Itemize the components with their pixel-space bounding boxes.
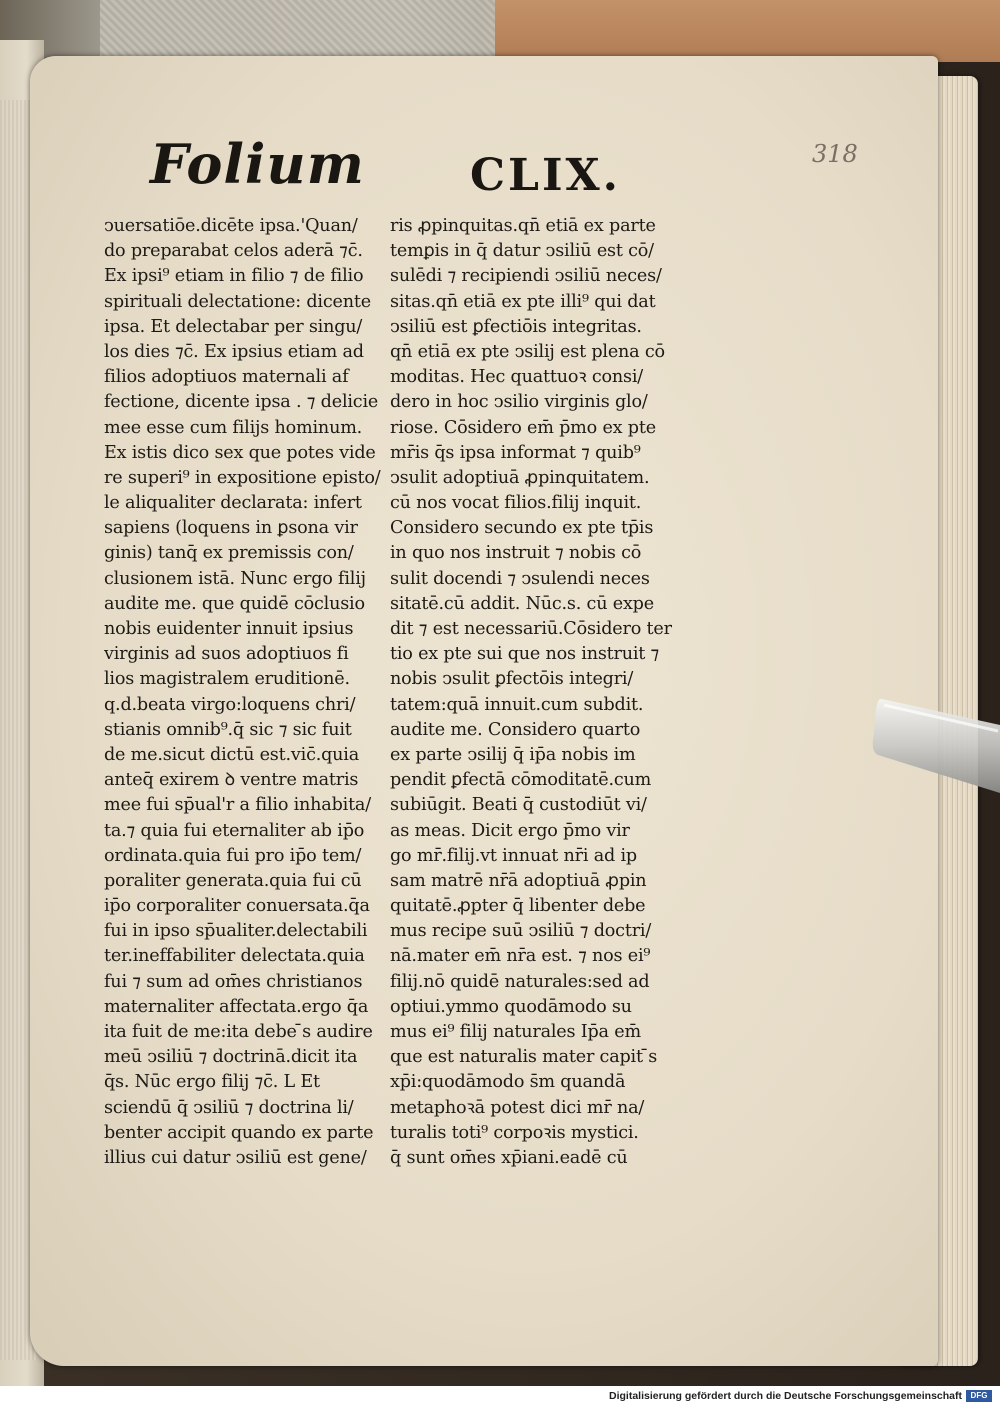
running-head-folium: Folium [150, 132, 365, 196]
text-line: ipsa. Et delectabar per singu/ [104, 316, 363, 337]
text-line: q̄ sunt om̄es xp̄iani.eadē cū [390, 1147, 628, 1168]
text-line: illius cui datur ↄsiliū est gene/ [104, 1147, 367, 1168]
text-line: que est naturalis mater capit ̄s [390, 1047, 658, 1068]
text-line: nobis euidenter innuit ipsius [104, 619, 354, 639]
text-line: lios magistralem eruditionē. [104, 669, 350, 690]
text-line: subiūgit. Beati q̄ custodiūt vi/ [390, 795, 647, 816]
text-line: poraliter generata.quia fui cū [104, 870, 362, 891]
text-line: ↄsulit adoptiuā ꝓpinquitatem. [390, 467, 650, 488]
text-line: nobis ↄsulit ꝑfectōis integri/ [390, 669, 634, 690]
text-line: tatem:quā innuit.cum subdit. [390, 694, 644, 715]
text-line: fectione, dicente ipsa . ⁊ delicie [104, 392, 379, 413]
text-line: spirituali delectatione: dicente [104, 291, 371, 312]
text-line: q.d.beata virgo:loquens chri/ [104, 694, 356, 715]
text-line: go mr̄.filij.vt innuat nr̄i ad ip [390, 845, 637, 866]
text-line: sulēdi ⁊ recipiendi ↄsiliū neces/ [390, 266, 662, 287]
footer-credit: Digitalisierung gefördert durch die Deutsche Forschungsgemeinschaft [609, 1390, 962, 1402]
text-line: mus ei⁹ filij naturales Ip̄a em̄ [390, 1022, 641, 1042]
text-line: virginis ad suos adoptiuos fi [104, 644, 349, 665]
text-line: turalis toti⁹ corpoꝛis mystici. [390, 1122, 639, 1143]
text-line: quitatē.ꝓpter q̄ libenter debe [390, 896, 646, 917]
text-line: ta.⁊ quia fui eternaliter ab ip̄o [104, 820, 365, 841]
text-line: q̄s. Nūc ergo filij ⁊c̄. L Et [104, 1072, 320, 1093]
text-line: Considero secundo ex pte tp̄is [390, 518, 654, 539]
text-line: moditas. Hec quattuoꝛ consi/ [390, 367, 643, 388]
text-line: le aliqualiter declarata: infert [104, 493, 362, 514]
text-line: ↄsiliū est ꝑfectiōis integritas. [390, 316, 642, 337]
text-line: de me.sicut dictū est.vic̄.quia [104, 744, 360, 765]
text-line: benter accipit quando ex parte [104, 1122, 374, 1143]
text-line: stianis omnib⁹.q̄ sic ⁊ sic fuit [104, 719, 352, 740]
footer-bar [0, 1386, 1000, 1406]
book-cover [495, 0, 1000, 62]
text-line: as meas. Dicit ergo p̄mo vir [390, 820, 630, 841]
text-line: riose. Cōsidero em̄ p̄mo ex pte [390, 417, 656, 438]
text-line: fui ⁊ sum ad om̄es christianos [104, 971, 363, 992]
text-line: los dies ⁊c̄. Ex ipsius etiam ad [104, 341, 364, 362]
text-line: Ex ipsi⁹ etiam in filio ⁊ de filio [104, 266, 364, 287]
text-line: sitatē.cū addit. Nūc.s. cū expe [390, 593, 654, 614]
bookmark-clip-icon [872, 693, 1000, 793]
text-line: cū nos vocat filios.filij inquit. [390, 493, 642, 514]
paper-strip [100, 0, 495, 58]
text-line: maternaliter affectata.ergo q̄a [104, 996, 369, 1017]
text-line: ex parte ↄsilij q̄ ip̄a nobis im [390, 744, 636, 765]
text-line: do preparabat celos aderā ⁊c̄. [104, 241, 363, 262]
text-line: mus recipe suū ↄsiliū ⁊ doctri/ [390, 921, 652, 942]
text-line: ris ꝓpinquitas.qn̄ etiā ex parte [390, 216, 656, 236]
text-line: sitas.qn̄ etiā ex pte illi⁹ qui dat [390, 291, 656, 312]
text-line: sapiens (loquens in ꝑsona vir [104, 518, 358, 539]
text-line: nā.mater em̄ nr̄a est. ⁊ nos ei⁹ [390, 946, 651, 967]
text-line: sciendū q̄ ↄsiliū ⁊ doctrina li/ [104, 1097, 354, 1118]
text-line: ita fuit de me:ita debe ̄s audire [104, 1022, 373, 1042]
text-line: ip̄o corporaliter conuersata.q̄a [104, 896, 370, 917]
text-column-left [104, 214, 386, 1171]
text-line: ↄuersatiōe.dicēte ipsa.'Quan/ [104, 216, 358, 236]
text-line: filios adoptiuos maternali af [104, 367, 349, 388]
text-column-right [390, 214, 672, 1171]
text-line: re superi⁹ in expositione episto/ [104, 467, 381, 488]
text-line: in quo nos instruit ⁊ nobis cō [390, 543, 642, 564]
text-line: sam matrē nr̄ā adoptiuā ꝓpin [390, 870, 647, 891]
text-line: sulit docendi ⁊ ↄsulendi neces [390, 568, 650, 589]
handwritten-folio-number: 318 [812, 140, 858, 168]
running-head-number: CLIX. [470, 150, 621, 201]
text-line: optiui.ymmo quodāmodo su [390, 996, 632, 1017]
text-line: mr̄is q̄s ipsa informat ⁊ quib⁹ [390, 442, 641, 463]
text-line: temꝑis in q̄ datur ↄsiliū est cō/ [390, 241, 654, 262]
background-top [0, 0, 1000, 62]
text-line: clusionem istā. Nunc ergo filij [104, 568, 366, 589]
text-line: tio ex pte sui que nos instruit ⁊ [390, 644, 660, 665]
text-line: dit ⁊ est necessariū.Cōsidero ter [390, 619, 672, 639]
text-line: fui in ipso sp̄ualiter.delectabili [104, 921, 368, 942]
text-line: ter.ineffabiliter delectata.quia [104, 946, 365, 967]
text-line: qn̄ etiā ex pte ↄsilij est plena cō [390, 341, 665, 362]
text-line: metaphoꝛā potest dici mr̄ na/ [390, 1097, 645, 1118]
text-line: ginis) tanq̄ ex premissis con/ [104, 543, 354, 564]
text-line: filij.nō quidē naturales:sed ad [390, 971, 650, 992]
text-line: ordinata.quia fui pro ip̄o tem/ [104, 845, 362, 866]
text-line: mee esse cum filijs hominum. [104, 417, 363, 438]
text-line: anteq̄ exirem ꝺ ventre matris [104, 770, 359, 791]
text-line: audite me. que quidē cōclusio [104, 593, 365, 614]
text-line: audite me. Considero quarto [390, 719, 641, 740]
text-line: mee fui sp̄ual'r a filio inhabita/ [104, 795, 371, 816]
text-line: xp̄i:quodāmodo s̄m quandā [390, 1072, 626, 1093]
text-line: meū ↄsiliū ⁊ doctrinā.dicit ita [104, 1047, 358, 1068]
text-line: Ex istis dico sex que potes vide [104, 442, 376, 463]
dfg-logo: DFG [966, 1390, 992, 1402]
text-line: dero in hoc ↄsilio virginis glo/ [390, 392, 648, 413]
text-line: pendit ꝑfectā cōmoditatē.cum [390, 770, 652, 791]
